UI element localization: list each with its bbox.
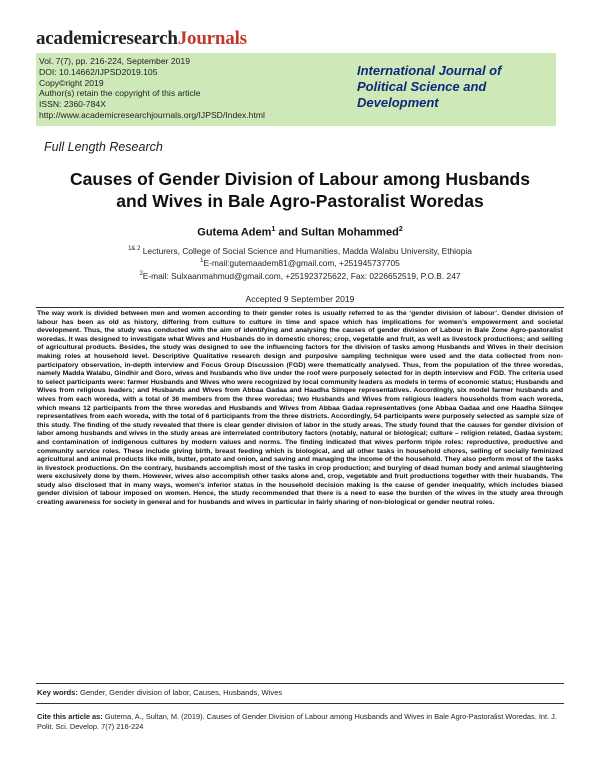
affiliation-email1: E-mail:gutemaadem81@gmail.com, +251945737705 (203, 258, 400, 269)
meta-volume: Vol. 7(7), pp. 216-224, September 2019 (39, 56, 190, 66)
citation-label: Cite this article as: (37, 712, 103, 721)
paper-title-line1: Causes of Gender Division of Labour among Husbands (70, 169, 530, 189)
keywords-text: Gender, Gender division of labor, Causes, Husbands, Wives (77, 688, 283, 697)
affiliation-line2 (0, 256, 600, 268)
abstract-bottom-rule (36, 683, 564, 684)
meta-copyright: Copy©right 2019 (39, 77, 104, 88)
affiliations (0, 244, 600, 281)
author-2: Sultan Mohammed (301, 226, 399, 239)
journal-name-line1: International Journal of (357, 63, 502, 78)
author-connector: and (275, 226, 302, 239)
journal-name-line2: Political Science and (357, 79, 487, 94)
affiliation-sup3: 2 (139, 270, 143, 277)
keywords (37, 688, 563, 697)
journal-name-line3: Development (357, 95, 439, 110)
citation-text: Gutema, A., Sultan, M. (2019). Causes of Gender Division of Labour among Husbands and Wives in Bale Agro-Pastoralist Woredas. Int. J. Polit. Sci. Develop. 7(7) 216-224 (37, 712, 557, 731)
author-list (0, 226, 600, 239)
affiliation-sup2: 1 (200, 258, 204, 265)
meta-issn: ISSN: 2360-784X (39, 99, 106, 110)
meta-doi: DOI: 10.14662/IJPSD2019.105 (39, 66, 158, 77)
publisher-logo-suffix: Journals (177, 28, 247, 49)
author-2-sup: 2 (398, 226, 403, 233)
affiliation-line3 (0, 269, 600, 281)
meta-rights: Author(s) retain the copyright of this article (39, 88, 201, 99)
accepted-date: Accepted 9 September 2019 (245, 294, 355, 304)
meta-url[interactable]: http://www.academicresearchjournals.org/IJPSD/Index.html (39, 109, 265, 120)
author-1-sup: 1 (271, 226, 276, 233)
abstract-top-rule (36, 307, 564, 308)
keywords-label: Key words: (37, 688, 78, 697)
affiliation-line1 (0, 244, 600, 256)
paper-title (20, 168, 580, 212)
paper-title-line2: and Wives in Bale Agro-Pastoralist Woredas (116, 191, 484, 211)
publisher-logo (36, 28, 247, 50)
affiliation-sup1: 1& 2 (128, 246, 141, 252)
journal-name (357, 63, 555, 111)
author-1: Gutema Adem (197, 226, 272, 239)
citation (37, 712, 563, 732)
section-label: Full Length Research (44, 140, 163, 154)
abstract-text: The way work is divided between men and women according to their gender roles is usually referred to as the ‘gender division of labour’. Gender division of labour has been as old as history, differing from culture to culture in time and space which has implications for women’s empowerment and societal development. Thus, the study was conducted with the aim of identifying and analysing the causes of gender division of Labour in Bale Zone Agro-pastoralist woredas. It was designed to investigate what Wives and Husbands do in domestic chores; crop, vegetable and fruit, as well as livestock productions; and selling of agricultural products. Besides, the study was designed to see the influencing factors for the division of tasks among Husbands and Wives in their decision making roles at household level. Descriptive Qualitative research design and purposive sampling technique were used and the data collected from non-participatory observation, in-depth interview and Focus Group Discussion (FGD) were thematically analysed. Thus, from the population of the three woredas, namely Madda Walabu, Gindhir and Goro, wives and husbands who live under the roof were purposely selected for in depth interview and FGD. The criteria used to select participants were: farmer Husbands and Wives who were recognized by local community leaders as models in terms of economic status; Husbands and Wives from religious leaders; and Husbands and Wives from Abbaa Gadaa and Haadha Siinqee representatives. Accordingly, six model farmer husbands and wives from each woreda, with a total of 36 members from the three woredas; two Husbands and Wives from religious leaders households from each woreda, which means 12 participants from the three woredas and Husbands and Wives from Abbaa Gadaa representatives (one Abbaa Gadaa and one Haadha Siinqee representatives from each woreda, with the total of 6 participants from the three districts. Accordingly, 54 participants were purposely selected as sample size of this study. The finding of the study revealed that there is clear gender division of labor in the study areas. The study found that the causes for gender division of labor among husbands and wives in the study areas are interrelated contributory factors (notably, natural or biological; culture – religion related, Gadaa system; and contamination of indigenous cultures by modern values and norms. The finding indicated that wives perform triple roles: reproductive, productive and community service roles. These include giving birth, breast feeding which is biological, and all other tasks in household chores, selling of socially feminized agricultural and animal products like milk, butter, potato and onion, and saving and managing the income of the household. They also perform most of the tasks in livestock productions. On the contrary, husbands accomplish most of the tasks in crop production; and burying of dead human body and animal slaughtering were exclusively done by them. However, wives also accomplish other tasks alone and, crop, vegetable and fruit productions together with their husbands. The study also disclosed that in many ways, women’s inferior status in the household decision making is the cause of gender inequality, which includes biased gender division of labour imposed on women. Hence, the study recommended that there is a need to ease the burden of the wives in the study area through creating awareness for society in general and for husbands and wives in particular in fairly sharing of non-biological or gender neutral roles. (37, 310, 563, 507)
affiliation-text1: Lecturers, College of Social Science and Humanities, Madda Walabu University, Ethiopia (140, 245, 472, 256)
keywords-rule (36, 703, 564, 704)
affiliation-email2: E-mail: Sulxaanmahmud@gmail.com, +251923725622, Fax: 0226652519, P.O.B. 247 (142, 270, 461, 281)
article-meta (39, 56, 265, 121)
publisher-logo-prefix: academicresearch (36, 28, 178, 49)
